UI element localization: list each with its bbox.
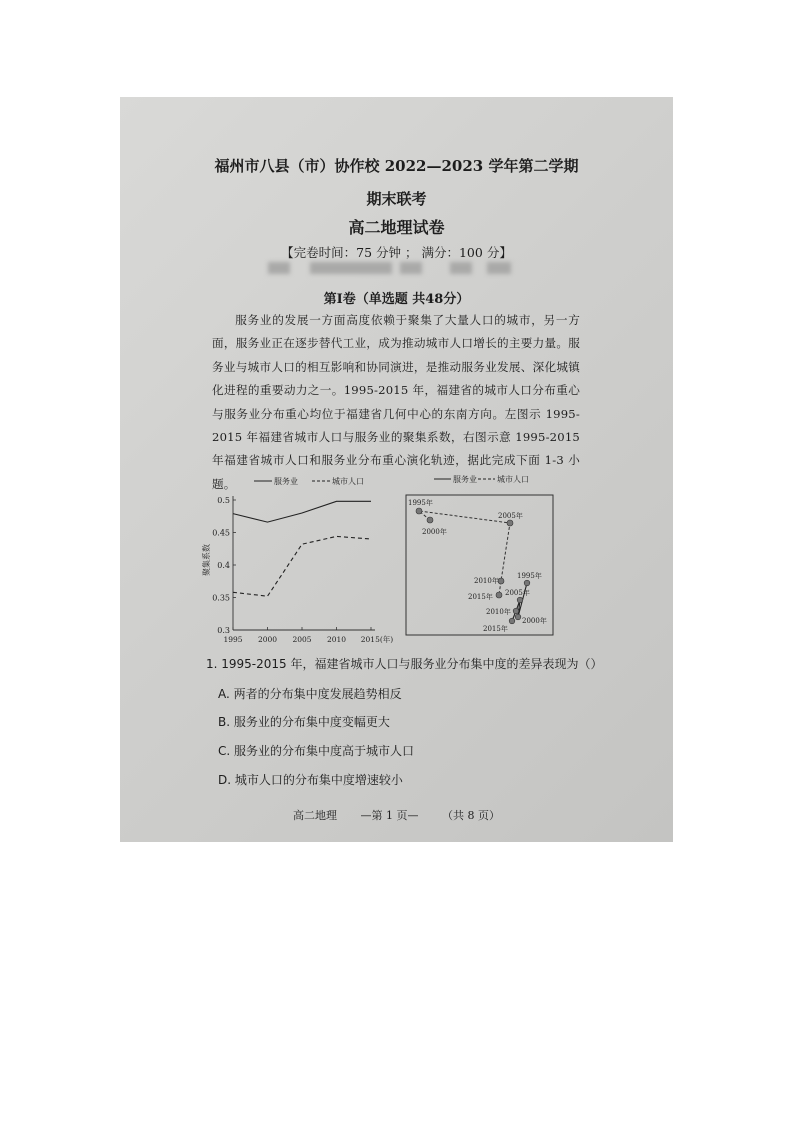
service-point	[509, 618, 515, 624]
x-tick-label: 2005	[292, 635, 312, 644]
x-tick-label: 2015(年)	[360, 635, 394, 644]
chart-frame	[406, 495, 553, 635]
legend-label-service: 服务业	[453, 475, 477, 484]
legend-label-population: 城市人口	[497, 475, 529, 484]
exam-subject-title: 高二地理试卷	[348, 218, 445, 237]
passage: 服务业的发展一方面高度依赖于聚集了大量人口的城市，另一方面，服务业正在逐步替代工业，成为推动城市人口增长的主要力量。服务业与城市人口的相互影响和协同演进，是推动服务业发展、深化城镇化进程的重要动力之一。1995-2015 年，福建省的城市人口分布重心与服务业分布重心均位于福建省几何中心的东南方向。左图示 1995-2015 年福建省城市人口与服务业的聚集系数，右图示意 1995-2015 年福建省城市人口和服务业分布重心演化轨迹，据此完成下面 1-3 小题。	[212, 313, 580, 491]
footer-page: —第 1 页—	[360, 809, 419, 822]
service-point-label: 2010年	[486, 608, 511, 616]
section-title: 第Ⅰ卷（单选题 共48分）	[323, 292, 470, 307]
question-stem: 1. 1995-2015 年，福建省城市人口与服务业分布集中度的差异表现为（）	[206, 657, 603, 671]
exam-subtitle: 期末联考	[366, 190, 427, 208]
y-axis-label: 聚集系数	[202, 544, 211, 576]
y-tick-label: 0.3	[217, 626, 230, 635]
charts	[120, 97, 673, 842]
option-a: A. 两者的分布集中度发展趋势相反	[218, 687, 402, 701]
exam-photo	[120, 97, 673, 842]
legend-label-service: 服务业	[274, 477, 298, 486]
service-point	[513, 608, 519, 614]
y-tick-label: 0.5	[217, 496, 230, 505]
option-c: C. 服务业的分布集中度高于城市人口	[218, 744, 415, 758]
population-point	[498, 578, 504, 584]
footer-subject: 高二地理	[293, 809, 337, 822]
x-tick-label: 2010	[326, 635, 347, 644]
exam-meta: 【完卷时间：75 分钟 ； 满分：100 分】	[281, 245, 512, 260]
service-point	[517, 597, 523, 603]
population-point-label: 1995年	[408, 499, 433, 507]
legend-label-population: 城市人口	[332, 477, 364, 486]
service-point	[515, 614, 521, 620]
option-b: B. 服务业的分布集中度变幅更大	[218, 715, 390, 729]
footer-total: （共 8 页）	[442, 809, 500, 822]
population-point	[507, 520, 513, 526]
population-point	[416, 508, 422, 514]
population-point-label: 2010年	[474, 577, 499, 585]
population-point-label: 2000年	[422, 528, 447, 536]
population-point	[496, 592, 502, 598]
trajectory-chart	[406, 474, 553, 635]
service-point-label: 2005年	[505, 589, 530, 597]
series-line-population	[233, 536, 371, 596]
x-tick-label: 2000	[257, 635, 278, 644]
line-chart	[201, 476, 393, 644]
service-point-label: 1995年	[517, 572, 542, 580]
series-line-service	[233, 501, 371, 522]
population-point	[427, 517, 433, 523]
x-tick-label: 1995	[223, 635, 243, 644]
population-point-label: 2015年	[468, 593, 493, 601]
service-point-label: 2015年	[483, 625, 508, 633]
population-point-label: 2005年	[498, 512, 523, 520]
exam-title: 福州市八县（市）协作校 2022—2023 学年第二学期	[214, 157, 579, 175]
service-point	[524, 580, 530, 586]
page-footer	[120, 807, 673, 823]
y-tick-label: 0.4	[217, 561, 230, 570]
y-tick-label: 0.45	[212, 528, 230, 538]
y-tick-label: 0.35	[212, 593, 230, 603]
option-d: D. 城市人口的分布集中度增速较小	[218, 773, 403, 787]
service-point-label: 2000年	[522, 617, 547, 625]
